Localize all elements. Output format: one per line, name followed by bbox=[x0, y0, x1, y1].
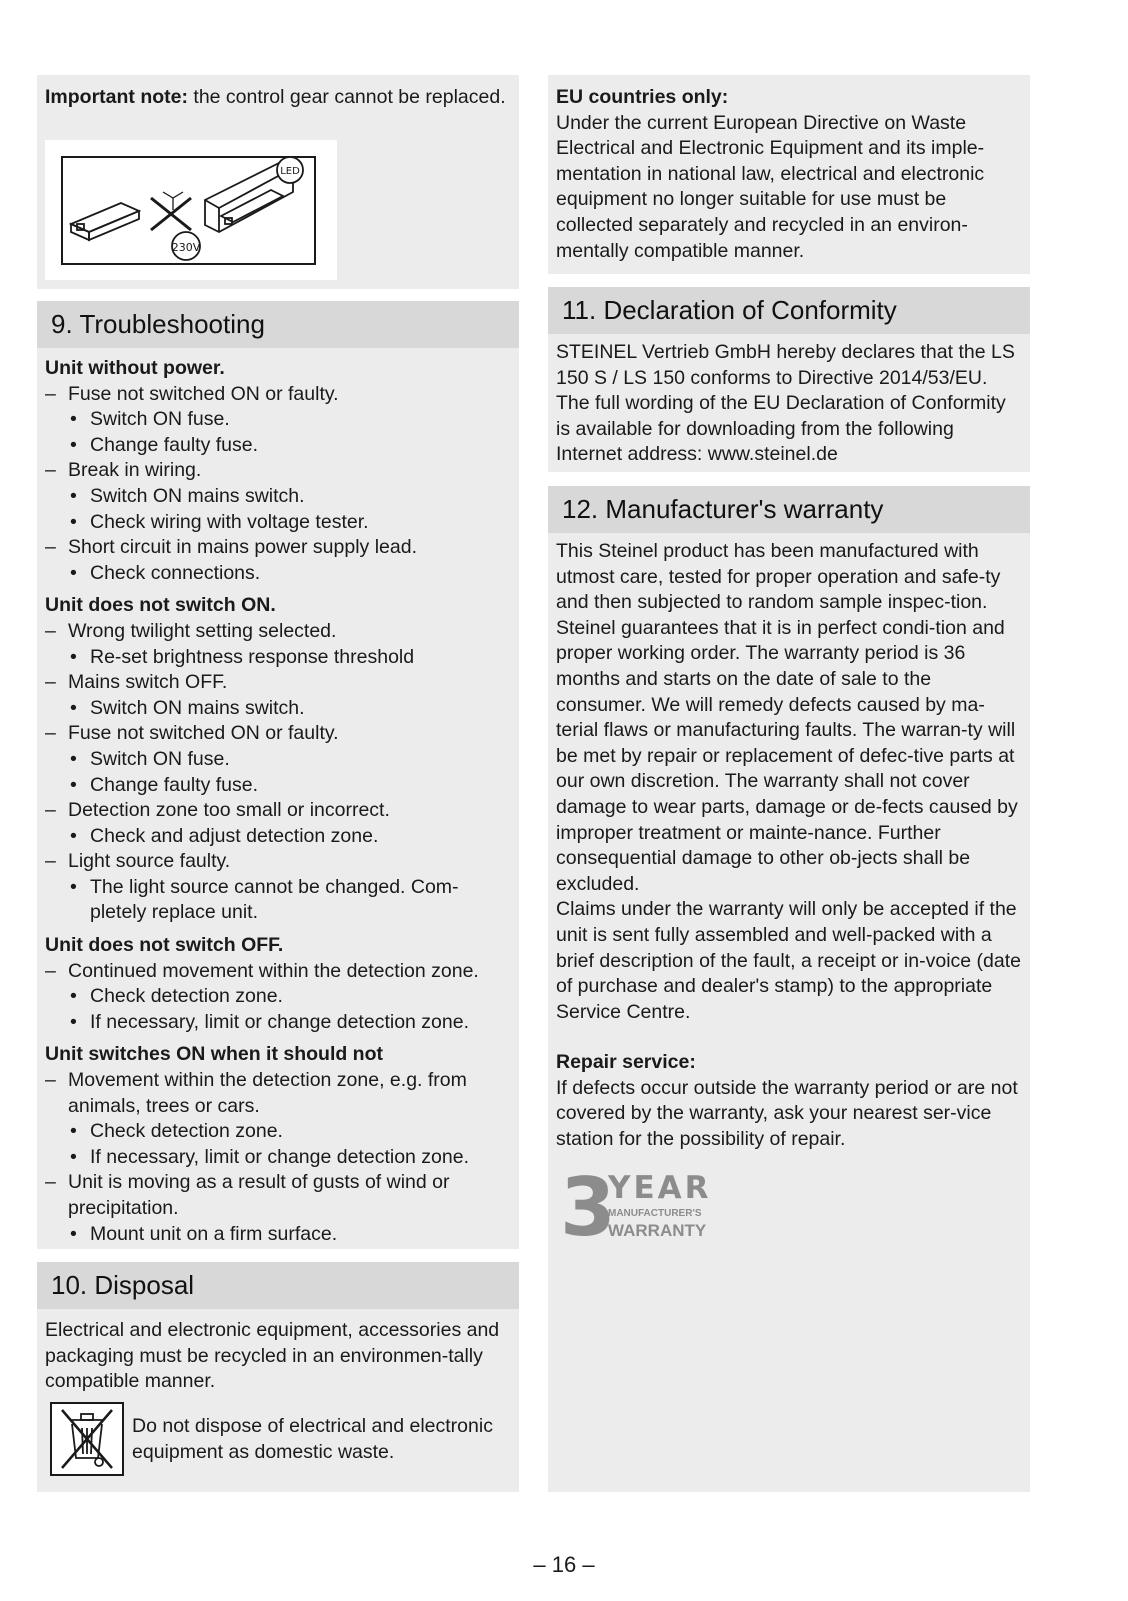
fix-item: • Check detection zone. bbox=[45, 984, 511, 1010]
cause-item: – Break in wiring. bbox=[45, 458, 511, 484]
cause-item: – Mains switch OFF. bbox=[45, 670, 511, 696]
disposal-text: Electrical and electronic equipment, accessories and packaging must be recycled in an environmen-tally compatible manner. bbox=[45, 1319, 500, 1393]
fix-item: • Check connections. bbox=[45, 561, 511, 587]
control-gear-figure bbox=[45, 140, 337, 280]
warranty-logo-line1: MANUFACTURER'S bbox=[608, 1208, 702, 1219]
eu-text: Under the current European Directive on Waste Electrical and Electronic Equipment and its imple-mentation in national law, electrical and electronic equipment no longer suitable for use must be collected separately and recycled in an environ-mentally compatible manner. bbox=[556, 111, 985, 262]
note-label: Important note: bbox=[45, 86, 188, 108]
warranty-claims-text: Claims under the warranty will only be accepted if the unit is sent fully assembled and well-packed with a brief description of the fault, a receipt or in-voice (date of purchase and dealer's stamp) to the appropriate Service Centre. bbox=[556, 898, 1021, 1023]
fix-item: • Switch ON mains switch. bbox=[45, 484, 511, 510]
troubleshooting-section bbox=[37, 301, 519, 1249]
fix-item: • Mount unit on a firm surface. bbox=[45, 1222, 511, 1248]
warranty-logo-number: 3 bbox=[560, 1161, 616, 1254]
warranty-text: This Steinel product has been manufactured with utmost care, tested for proper operation and safe-ty and then subjected to random sample inspec-tion. Steinel guarantees that it is in perfect condi-tion and proper working order. The warranty period is 36 months and starts on the date of sale to the consumer. We will remedy defects caused by ma-terial flaws or manufacturing faults. The warran-ty will be met by repair or replacement of defec-tive parts at our own discretion. The warranty shall not cover damage to wear parts, damage or de-fects caused by improper treatment or mainte-nance. Further consequential damage to other ob-jects shall be excluded. bbox=[556, 540, 1018, 895]
cause-item: – Detection zone too small or incorrect. bbox=[45, 798, 511, 824]
repair-title: Repair service: bbox=[556, 1051, 696, 1074]
warranty-logo bbox=[560, 1161, 730, 1254]
conformity-section bbox=[548, 287, 1030, 472]
note-box bbox=[37, 75, 519, 289]
warranty-logo-line2: WARRANTY bbox=[608, 1221, 707, 1240]
fix-item: • If necessary, limit or change detection zone. bbox=[45, 1145, 511, 1171]
cause-item: – Fuse not switched ON or faulty. bbox=[45, 721, 511, 747]
troubleshooting-title: 9. Troubleshooting bbox=[37, 301, 519, 348]
conformity-title: 11. Declaration of Conformity bbox=[548, 287, 1030, 334]
group-heading: Unit without power. bbox=[45, 357, 225, 379]
voltage-label: 230V bbox=[171, 241, 201, 254]
cause-item: – Movement within the detection zone, e.g. from animals, trees or cars. bbox=[45, 1068, 511, 1119]
fix-item: • Switch ON fuse. bbox=[45, 407, 511, 433]
led-label: LED bbox=[280, 166, 300, 177]
warranty-logo-year: YEAR bbox=[608, 1170, 712, 1206]
warranty-title: 12. Manufacturer's warranty bbox=[548, 486, 1030, 533]
group-heading: Unit does not switch ON. bbox=[45, 594, 276, 617]
warranty-section bbox=[548, 486, 1030, 1492]
fix-item: • If necessary, limit or change detection zone. bbox=[45, 1010, 511, 1036]
fix-item: • Check and adjust detection zone. bbox=[45, 824, 511, 850]
cause-item: – Short circuit in mains power supply lead. bbox=[45, 535, 511, 561]
group-heading: Unit switches ON when it should not bbox=[45, 1043, 384, 1066]
fix-item: • Change faulty fuse. bbox=[45, 433, 511, 459]
control-gear-illustration bbox=[45, 140, 337, 280]
disposal-section bbox=[37, 1262, 519, 1492]
cause-item: – Wrong twilight setting selected. bbox=[45, 619, 511, 645]
eu-title: EU countries only: bbox=[556, 86, 729, 108]
fix-item: • The light source cannot be changed. Com-pletely replace unit. bbox=[45, 875, 511, 926]
fix-item: • Check detection zone. bbox=[45, 1119, 511, 1145]
cause-item: – Continued movement within the detection zone. bbox=[45, 959, 511, 985]
fix-item: • Check wiring with voltage tester. bbox=[45, 510, 511, 536]
cause-item: – Fuse not switched ON or faulty. bbox=[45, 382, 511, 408]
fix-item: • Change faulty fuse. bbox=[45, 773, 511, 799]
page-number: – 16 – bbox=[533, 1552, 595, 1577]
note-text: Important note: the control gear cannot be replaced. bbox=[45, 86, 506, 108]
fix-item: • Switch ON fuse. bbox=[45, 747, 511, 773]
fix-item: • Re-set brightness response threshold bbox=[45, 645, 511, 671]
cause-item: – Light source faulty. bbox=[45, 849, 511, 875]
conformity-text: STEINEL Vertrieb GmbH hereby declares that the LS 150 S / LS 150 conforms to Directive 2014/53/EU. The full wording of the EU Declaration of Conformity is available for downloading from the following Internet address: www.steinel.de bbox=[556, 341, 1015, 466]
group-heading: Unit does not switch OFF. bbox=[45, 934, 284, 957]
fix-item: • Switch ON mains switch. bbox=[45, 696, 511, 722]
crossed-bin-icon bbox=[50, 1402, 124, 1476]
disposal-bin-text: Do not dispose of electrical and electronic equipment as domestic waste. bbox=[132, 1415, 493, 1463]
repair-text: If defects occur outside the warranty period or are not covered by the warranty, ask your nearest ser-vice station for the possibility of repair. bbox=[556, 1076, 1018, 1151]
disposal-title: 10. Disposal bbox=[37, 1262, 519, 1309]
eu-box bbox=[548, 75, 1030, 274]
cause-item: – Unit is moving as a result of gusts of wind or precipitation. bbox=[45, 1170, 511, 1221]
